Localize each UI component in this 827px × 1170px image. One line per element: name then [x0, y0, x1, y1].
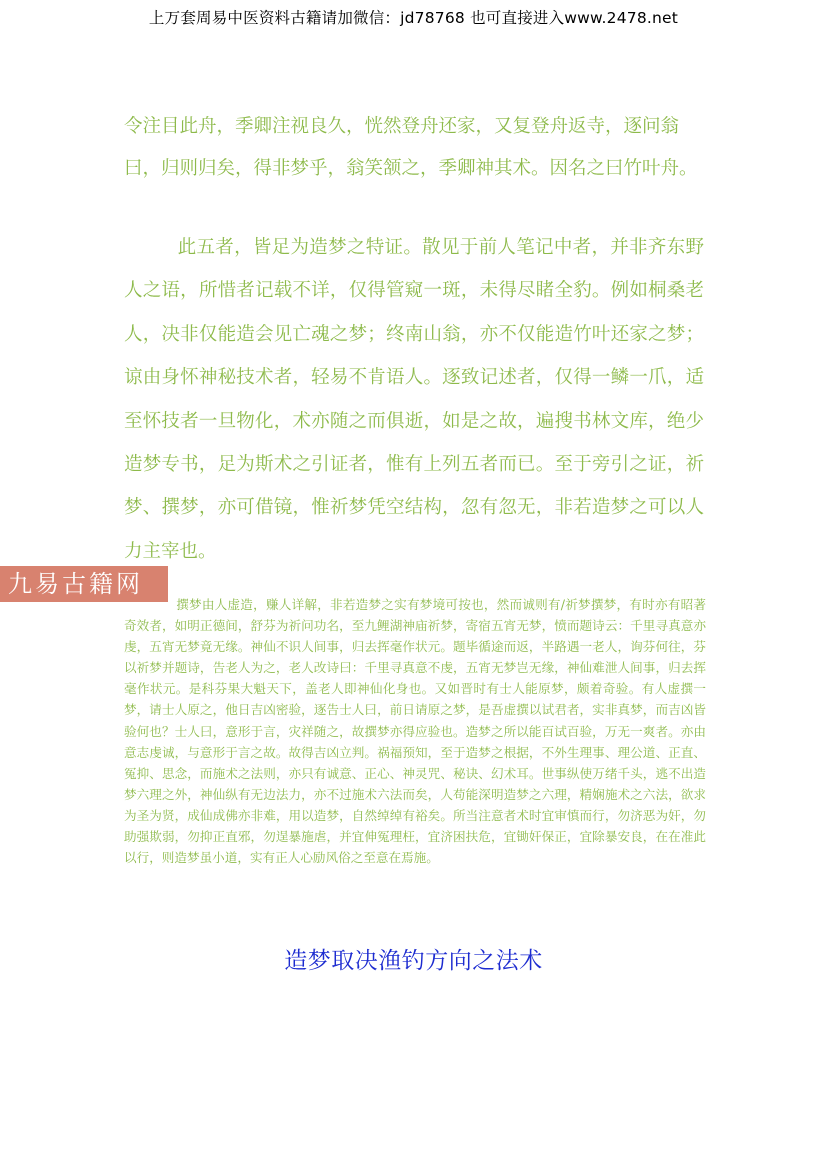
paragraph-five-proofs: 此五者，皆足为造梦之特证。散见于前人笔记中者，并非齐东野人之语，所惜者记载不详，仅得管窥一斑，未得尽睹全豹。例如桐桑老人，决非仅能造会见亡魂之梦；终南山翁，亦不仅能造竹叶还家之梦；谅由身怀神秘技术者，轻易不肯语人。逐致记述者，仅得一鳞一爪，适至怀技者一旦物化，术亦随之而俱逝，如是之故，遍搜书林文库，绝少造梦专书，足为斯术之引证者，惟有上列五者而已。至于旁引之证，祈梦、撰梦，亦可借镜，惟祈梦凭空结构，忽有忽无，非若造梦之可以人力主宰也。	[124, 237, 704, 562]
site-watermark-logo: 九易古籍网	[0, 566, 168, 602]
paragraph-fabricated-dreams	[124, 594, 706, 868]
paragraph-bamboo-leaf-boat: 令注目此舟，季卿注视良久，恍然登舟还家，又复登舟返寺，逐问翁曰，归则归矣，得非梦乎，翁笑颔之，季卿神其术。因名之曰竹叶舟。	[124, 116, 698, 179]
paragraph-fabricated-dreams-text: 撰梦由人虚造，赚人详解，非若造梦之实有梦境可按也，然而诚则有/祈梦撰梦，有时亦有昭著奇效者，如明正德间，舒芬为祈问功名，至九鲤湖神庙祈梦，寄宿五宵无梦，愤而题诗云：千里寻真意亦虔，五宵无梦竟无缘。神仙不识人间事，归去挥毫作状元。题毕循途而返，半路遇一老人，询芬何往，芬以祈梦并题诗，告老人为之，老人改诗曰：千里寻真意不虔，五宵无梦岂无缘，神仙难泄人间事，归去挥毫作状元。是科芬果大魁天下，盖老人即神仙化身也。又如晋时有士人能原梦，颇着奇验。有人虚撰一梦，请士人原之，他日吉凶密验，逐告士人曰，前日请原之梦，是吾虚撰以试君者，实非真梦，而吉凶皆验何也？士人曰，意形于言，灾祥随之，故撰梦亦得应验也。造梦之所以能百试百验，万无一爽者。亦由意志虔诚，与意形于言之故。故得吉凶立判。祸福预知，至于造梦之根据，不外生理事、理公道、正直、冤抑、思念，而施术之法则，亦只有诚意、正心、神灵咒、秘诀、幻术耳。世事纵使万绪千头，逃不出造梦六理之外，神仙纵有无边法力，亦不过施术六法而矣，人苟能深明造梦之六理，精娴施术之六法，欲求为圣为贤，成仙成佛亦非难，用以造梦，自然绰绰有裕矣。所当注意者术时宜审慎而行，勿济恶为奸，勿助强欺弱，勿抑正直邪，勿逞暴施虐，并宜伸冤理枉，宜济困扶危，宜锄奸保正，宜除暴安良，在在准此以行，则造梦虽小道，实有正人心励风俗之至意在焉施。	[124, 597, 706, 866]
page-header-banner: 上万套周易中医资料古籍请加微信：jd78768 也可直接进入www.2478.net	[148, 9, 679, 27]
section-heading: 造梦取决渔钓方向之法术	[284, 948, 543, 974]
